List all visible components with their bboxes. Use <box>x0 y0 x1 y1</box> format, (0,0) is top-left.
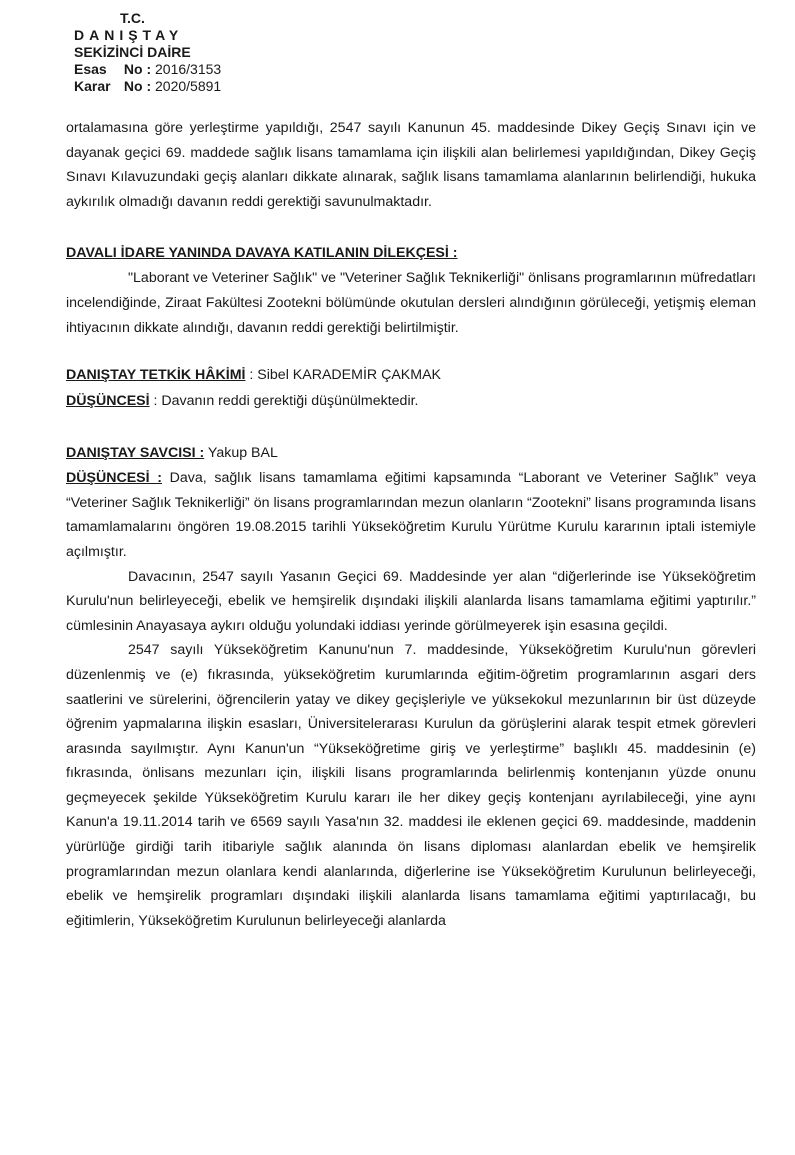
prosecutor-opinion-text: Dava, sağlık lisans tamamlama eğitimi kapsamında “Laborant ve Veteriner Sağlık” veya “Veteriner Sağlık Teknikerliği” ön lisans programlarından mezun olanların “Zootekni” lisans programında lisans tamamlamalarını öngören 19.08.2015 tarihli Yükseköğretim Kurulu Yürütme Kurulu kararının iptali istemiyle açılmıştır. <box>66 470 756 560</box>
judge-opinion-line <box>66 388 756 414</box>
opinion-text: : Davanın reddi gerektiği düşünülmektedir. <box>149 393 419 410</box>
judge-line <box>66 362 756 388</box>
department-name: SEKİZİNCİ DAİRE <box>74 44 191 60</box>
karar-value: 2020/5891 <box>155 78 222 94</box>
tc-label: T.C. <box>120 10 145 26</box>
section-heading-intervener <box>66 240 756 266</box>
judge-name: Sibel KARADEMİR ÇAKMAK <box>257 367 441 384</box>
karar-label: Karar <box>74 78 111 94</box>
opinion-label: DÜŞÜNCESİ <box>66 393 150 410</box>
esas-row <box>74 61 221 78</box>
judge-separator: : <box>245 367 258 384</box>
esas-no-label: No : <box>123 61 152 77</box>
court-name: DANIŞTAY <box>74 27 184 43</box>
karar-no-label: No : <box>123 78 152 94</box>
esas-label: Esas <box>74 61 107 77</box>
judge-label: DANIŞTAY TETKİK HÂKİMİ <box>66 367 246 384</box>
paragraph-claimant: Davacının, 2547 sayılı Yasanın Geçici 69. Maddesinde yer alan “diğerlerinde ise Yükseköğretim Kurulu'nun belirleyeceği, ebelik ve hemşirelik dışındaki ilişkili alanlarda lisans tamamlama eğitimi yaptırılır.” cümlesinin Anayasaya aykırı olduğu yolundaki iddiası yerinde görülmeyerek işin esasına geçildi. <box>66 568 756 634</box>
prosecutor-label: DANIŞTAY SAVCISI : <box>66 445 205 462</box>
document-body <box>66 116 756 933</box>
prosecutor-name: Yakup BAL <box>204 445 278 462</box>
paragraph-law-2547: 2547 sayılı Yükseköğretim Kanunu'nun 7. maddesinde, Yükseköğretim Kurulu'nun görevleri düzenlenmiş ve (e) fıkrasında, yükseköğretim kurumlarında eğitim-öğretim programlarının asgari ders saatlerini ve sürelerini, öğrencilerin yatay ve dikey geçişleriyle ve yüksekokul mezunlarının bir üst düzeyde öğrenim yapmalarına ilişkin esasları, Üniversitelerarası Kurulun da görüşlerini alarak tespit etmek görevleri arasında sayılmıştır. Aynı Kanun'un “Yükseköğretime giriş ve yerleştirme” başlıklı 45. maddesinin (e) fıkrasında, önlisans mezunları için, ilişkili lisans programlarında belirlenmiş kontenjanın yüzde onunu geçmeyecek şekilde Yükseköğretim Kurulu kararı ile her dikey geçiş kontenjanı ayrılabileceği, yine aynı Kanun'a 19.11.2014 tarih ve 6569 sayılı Yasa'nın 32. maddesi ile eklenen geçici 69. maddesinde, maddenin yürürlüğe girdiği tarih itibariyle sağlık alanında ön lisans diploması alanlardan ebelik ve hemşirelik programlarından mezun olanlara kendi alanlarında, diğerlerine ise Yükseköğretim Kurulunun belirleyeceği, ebelik ve hemşirelik programları dışındaki ilişkili alanlarda lisans tamamlama eğitimi yaptırılacağı, bu eğitimlerin, Yükseköğretim Kurulunun belirleyeceği alanlarda <box>66 642 756 929</box>
paragraph-prosecutor-opinion <box>66 466 756 564</box>
karar-row <box>74 78 221 95</box>
document-header <box>74 10 221 95</box>
prosecutor-line <box>66 440 756 466</box>
paragraph-intervener: "Laborant ve Veteriner Sağlık" ve "Veteriner Sağlık Teknikerliği" önlisans programlarının müfredatları incelendiğinde, Ziraat Fakültesi Zootekni bölümünde okutulan dersleri alındığının görüleceği, yetişmiş eleman ihtiyacının dikkate alındığı, davanın reddi gerektiği belirtilmiştir. <box>66 270 756 336</box>
intervener-heading: DAVALI İDARE YANINDA DAVAYA KATILANIN DİLEKÇESİ : <box>66 245 458 262</box>
paragraph-defense: ortalamasına göre yerleştirme yapıldığı, 2547 sayılı Kanunun 45. maddesinde Dikey Geçiş Sınavı için ve dayanak geçici 69. maddede sağlık lisans tamamlama için ilişkili alan belirlemesi yapıldığından, Dikey Geçiş Sınavı Kılavuzundaki geçiş alanları dikkate alınarak, sağlık lisans tamamlama alanlarının belirlendiği, hukuka aykırılık olmadığı davanın reddi gerektiği savunulmaktadır. <box>66 120 756 210</box>
prosecutor-opinion-label: DÜŞÜNCESİ : <box>66 470 162 487</box>
esas-value: 2016/3153 <box>155 61 222 77</box>
